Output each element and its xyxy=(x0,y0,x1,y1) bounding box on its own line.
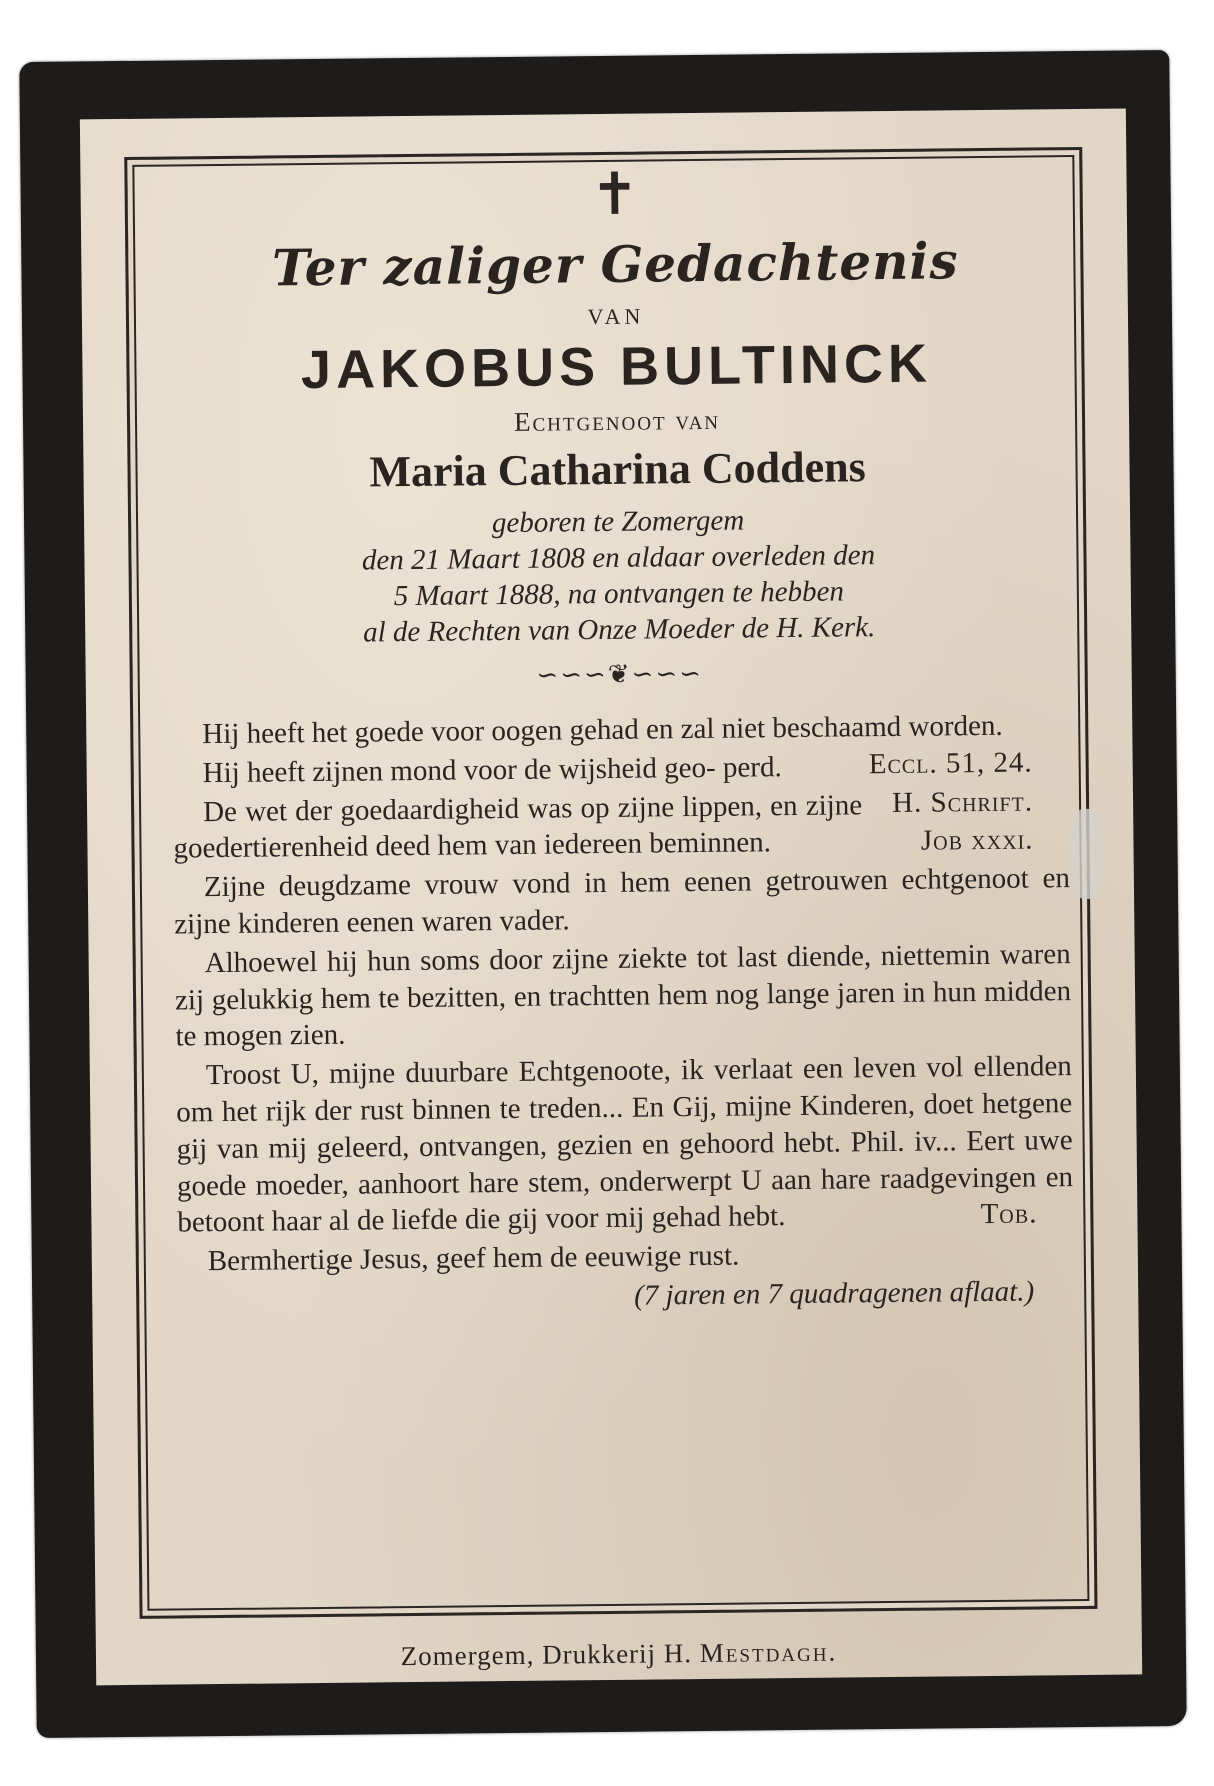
paper-damage xyxy=(1069,809,1104,899)
memorial-card xyxy=(19,50,1186,1738)
scripture-ref: H. Schrift. xyxy=(891,785,1034,819)
scripture-ref: Eccl. 51, 24. xyxy=(868,746,1033,781)
card-content xyxy=(160,159,1080,1319)
paragraph-text: De wet der goedaardigheid was op zijne lippen, en zijne goedertierenheid deed hem van iedereen beminnen. xyxy=(173,788,863,865)
birth-line: al de Rechten van Onze Moeder de H. Kerk. xyxy=(362,611,876,649)
memorial-paragraph xyxy=(176,1048,1074,1241)
ornament-divider: ∽∽∽❦∽∽∽ xyxy=(536,658,704,690)
paragraph-text: Hij heeft zijnen mond voor de wijsheid geo- perd. xyxy=(202,750,782,789)
scripture-ref: Job xxxi. xyxy=(920,823,1034,858)
indulgence-note: (7 jaren en 7 quadragenen aflaat.) xyxy=(634,1275,1035,1312)
memorial-paragraph xyxy=(174,860,1071,943)
paragraph-text: Troost U, mijne duurbare Echtgenoote, ik verlaat een leven vol ellenden om het rijk der rust binnen te treden... En Gij, mijne Kinderen, doet hetgene gij van mij geleerd, ontvangen, gezien en gehoord hebt. Phil. iv... Eert uwe goede moeder, aanhoort hare stem, onderwerpt U aan hare raadgevingen en betoont haar al de liefde die gij voor mij gehad hebt. xyxy=(176,1050,1074,1239)
cross-icon: ✝ xyxy=(590,161,640,228)
van-label: VAN xyxy=(587,303,645,330)
memorial-paragraph xyxy=(175,936,1072,1056)
card-paper xyxy=(80,108,1142,1685)
birth-line: 5 Maart 1888, na ontvangen te hebben xyxy=(393,575,845,613)
printer-name: Mestdagh. xyxy=(699,1636,838,1669)
memorial-text xyxy=(166,707,1080,1319)
birth-line: den 21 Maart 1808 en aldaar overleden den xyxy=(361,539,876,577)
paragraph-text: Bermhertige Jesus, geef hem de eeuwige rust. xyxy=(207,1239,740,1278)
printer-place: Zomergem, Drukkerij H. xyxy=(400,1638,693,1672)
scripture-ref: Tob. xyxy=(980,1197,1038,1231)
paragraph-text: Alhoewel hij hun soms door zijne ziekte tot last diende, niettemin waren zij gelukkig hem te bezitten, en trachtten hem nog lange jaren in hun midden te mogen zien. xyxy=(174,937,1072,1053)
spouse-name: Maria Catharina Coddens xyxy=(369,442,866,497)
paragraph-text: Hij heeft het goede voor oogen gehad en zal niet beschaamd worden. xyxy=(202,709,1003,751)
paragraph-text: Zijne deugdzame vrouw vond in hem eenen getrouwen echtgenoot en zijne kinderen eenen waren vader. xyxy=(174,862,1071,941)
spouse-label: Echtgenoot van xyxy=(513,404,721,437)
card-title: Ter zaliger Gedachtenis xyxy=(271,231,959,298)
birth-death-info xyxy=(164,499,1073,653)
deceased-name: JAKOBUS BULTINCK xyxy=(300,333,933,401)
birth-line: geboren te Zomergem xyxy=(491,504,745,540)
printer-imprint xyxy=(96,1633,1142,1675)
